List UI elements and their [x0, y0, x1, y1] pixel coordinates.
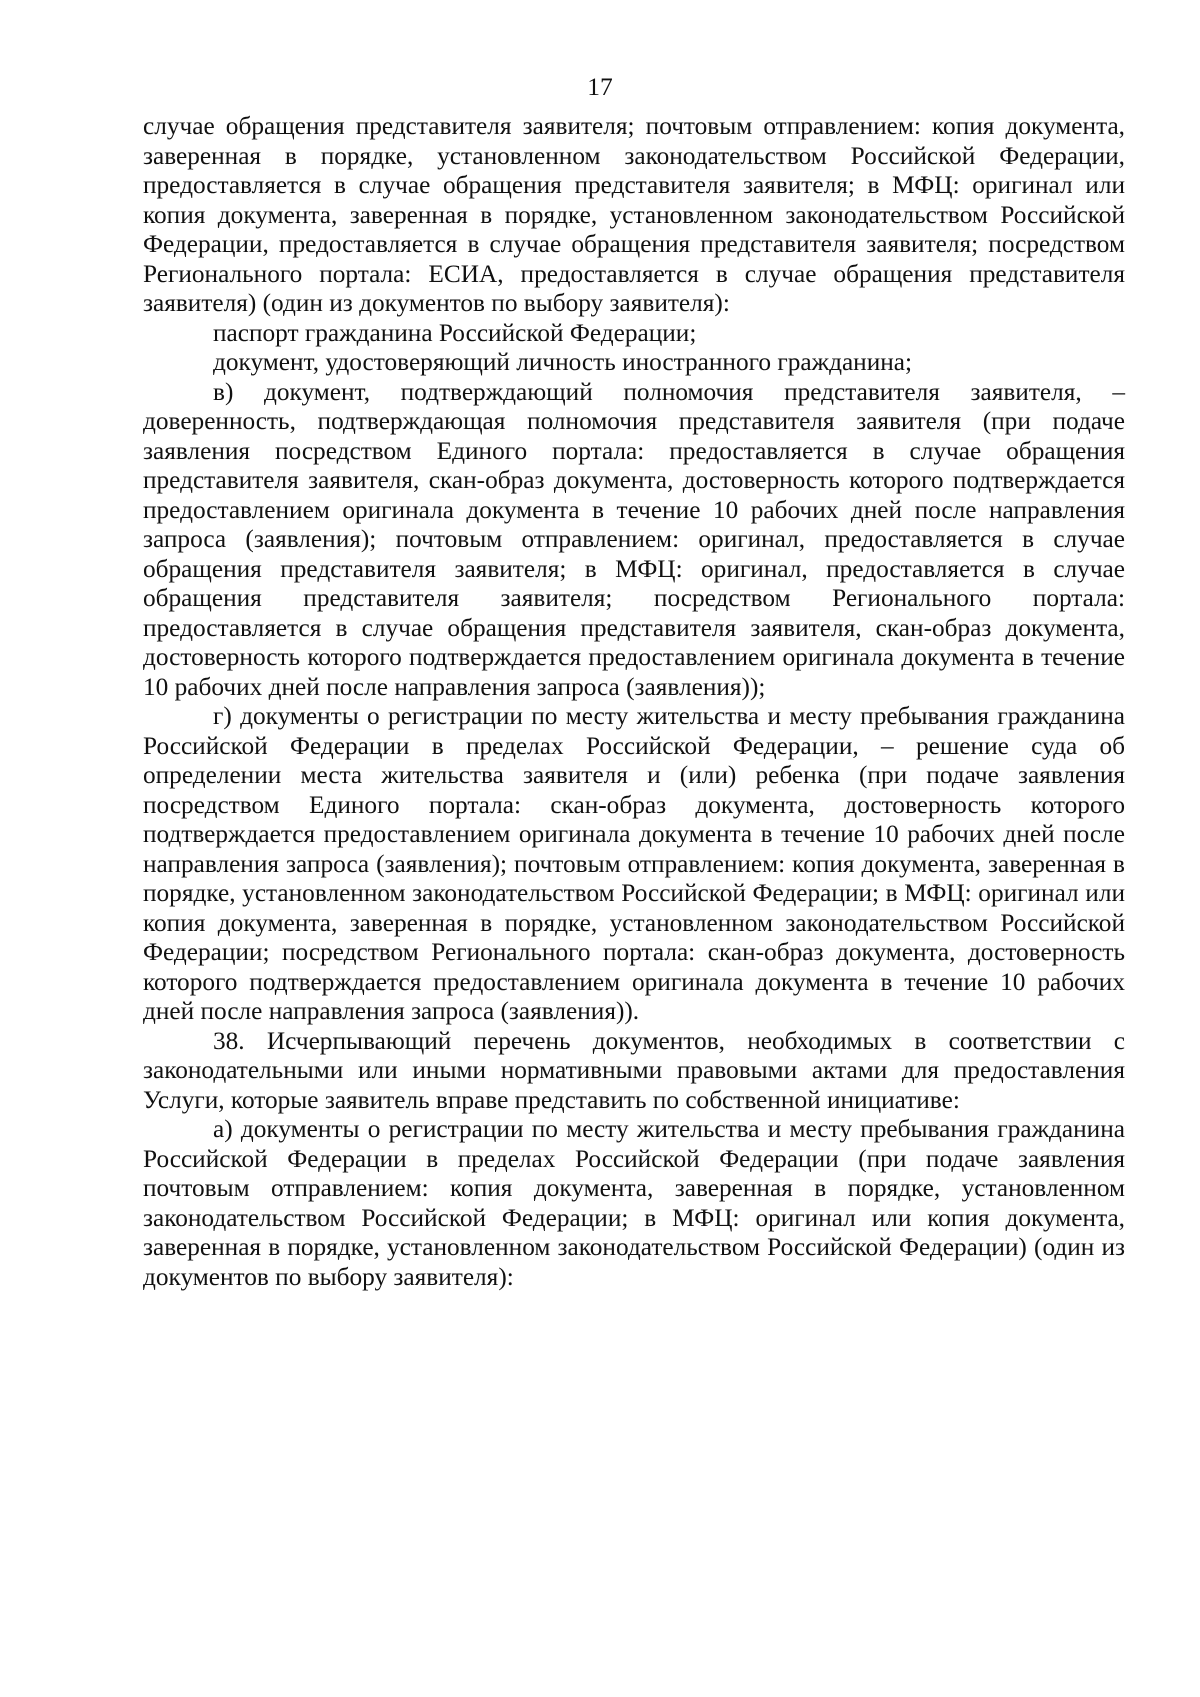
paragraph-continuation: случае обращения представителя заявителя; почтовым отправлением: копия документа, заверенная в порядке, установленном законодательством Российской Федерации, предоставляется в случае обращения представителя заявителя; в МФЦ: оригинал или копия документа, заверенная в порядке, установленном законодательством Российской Федерации, предоставляется в случае обращения представителя заявителя; посредством Регионального портала: ЕСИА, предоставляется в случае обращения представителя заявителя) (один из документов по выбору заявителя): — [143, 112, 1125, 317]
paragraph-section-38: 38. Исчерпывающий перечень документов, необходимых в соответствии с законодательными или иными нормативными правовыми актами для предоставления Услуги, которые заявитель вправе представить по собственной инициативе: — [143, 1026, 1125, 1114]
paragraph-item-v: в) документ, подтверждающий полномочия представителя заявителя, – доверенность, подтверждающая полномочия представителя заявителя (при подаче заявления посредством Единого портала: предоставляется в случае обращения представителя заявителя, скан-образ документа, достоверность которого подтверждается предоставлением оригинала документа в течение 10 рабочих дней после направления запроса (заявления); почтовым отправлением: оригинал, предоставляется в случае обращения представителя заявителя; в МФЦ: оригинал, предоставляется в случае обращения представителя заявителя; посредством Регионального портала: предоставляется в случае обращения представителя заявителя, скан-образ документа, достоверность которого подтверждается предоставлением оригинала документа в течение 10 рабочих дней после направления запроса (заявления)); — [143, 377, 1125, 701]
paragraph-foreign-id: документ, удостоверяющий личность иностранного гражданина; — [213, 348, 913, 376]
paragraph-passport: паспорт гражданина Российской Федерации; — [213, 318, 697, 347]
paragraph-item-a: а) документы о регистрации по месту жительства и месту пребывания гражданина Российской Федерации в пределах Российской Федерации (при подаче заявления почтовым отправлением: копия документа, заверенная в порядке, установленном законодательством Российской Федерации; в МФЦ: оригинал или копия документа, заверенная в порядке, установленном законодательством Российской Федерации) (один из документов по выбору заявителя): — [143, 1115, 1125, 1291]
page-number: 17 — [587, 72, 613, 101]
paragraph-item-g: г) документы о регистрации по месту жительства и месту пребывания гражданина Российской Федерации в пределах Российской Федерации, – решение суда об определении места жительства заявителя и (или) ребенка (при подаче заявления посредством Единого портала: скан-образ документа, достоверность которого подтверждается предоставлением оригинала документа в течение 10 рабочих дней после направления запроса (заявления); почтовым отправлением: копия документа, заверенная в порядке, установленном законодательством Российской Федерации; в МФЦ: оригинал или копия документа, заверенная в порядке, установленном законодательством Российской Федерации; посредством Регионального портала: скан-образ документа, достоверность которого подтверждается предоставлением оригинала документа в течение 10 рабочих дней после направления запроса (заявления)). — [143, 702, 1125, 1025]
document-body — [143, 112, 1125, 1292]
